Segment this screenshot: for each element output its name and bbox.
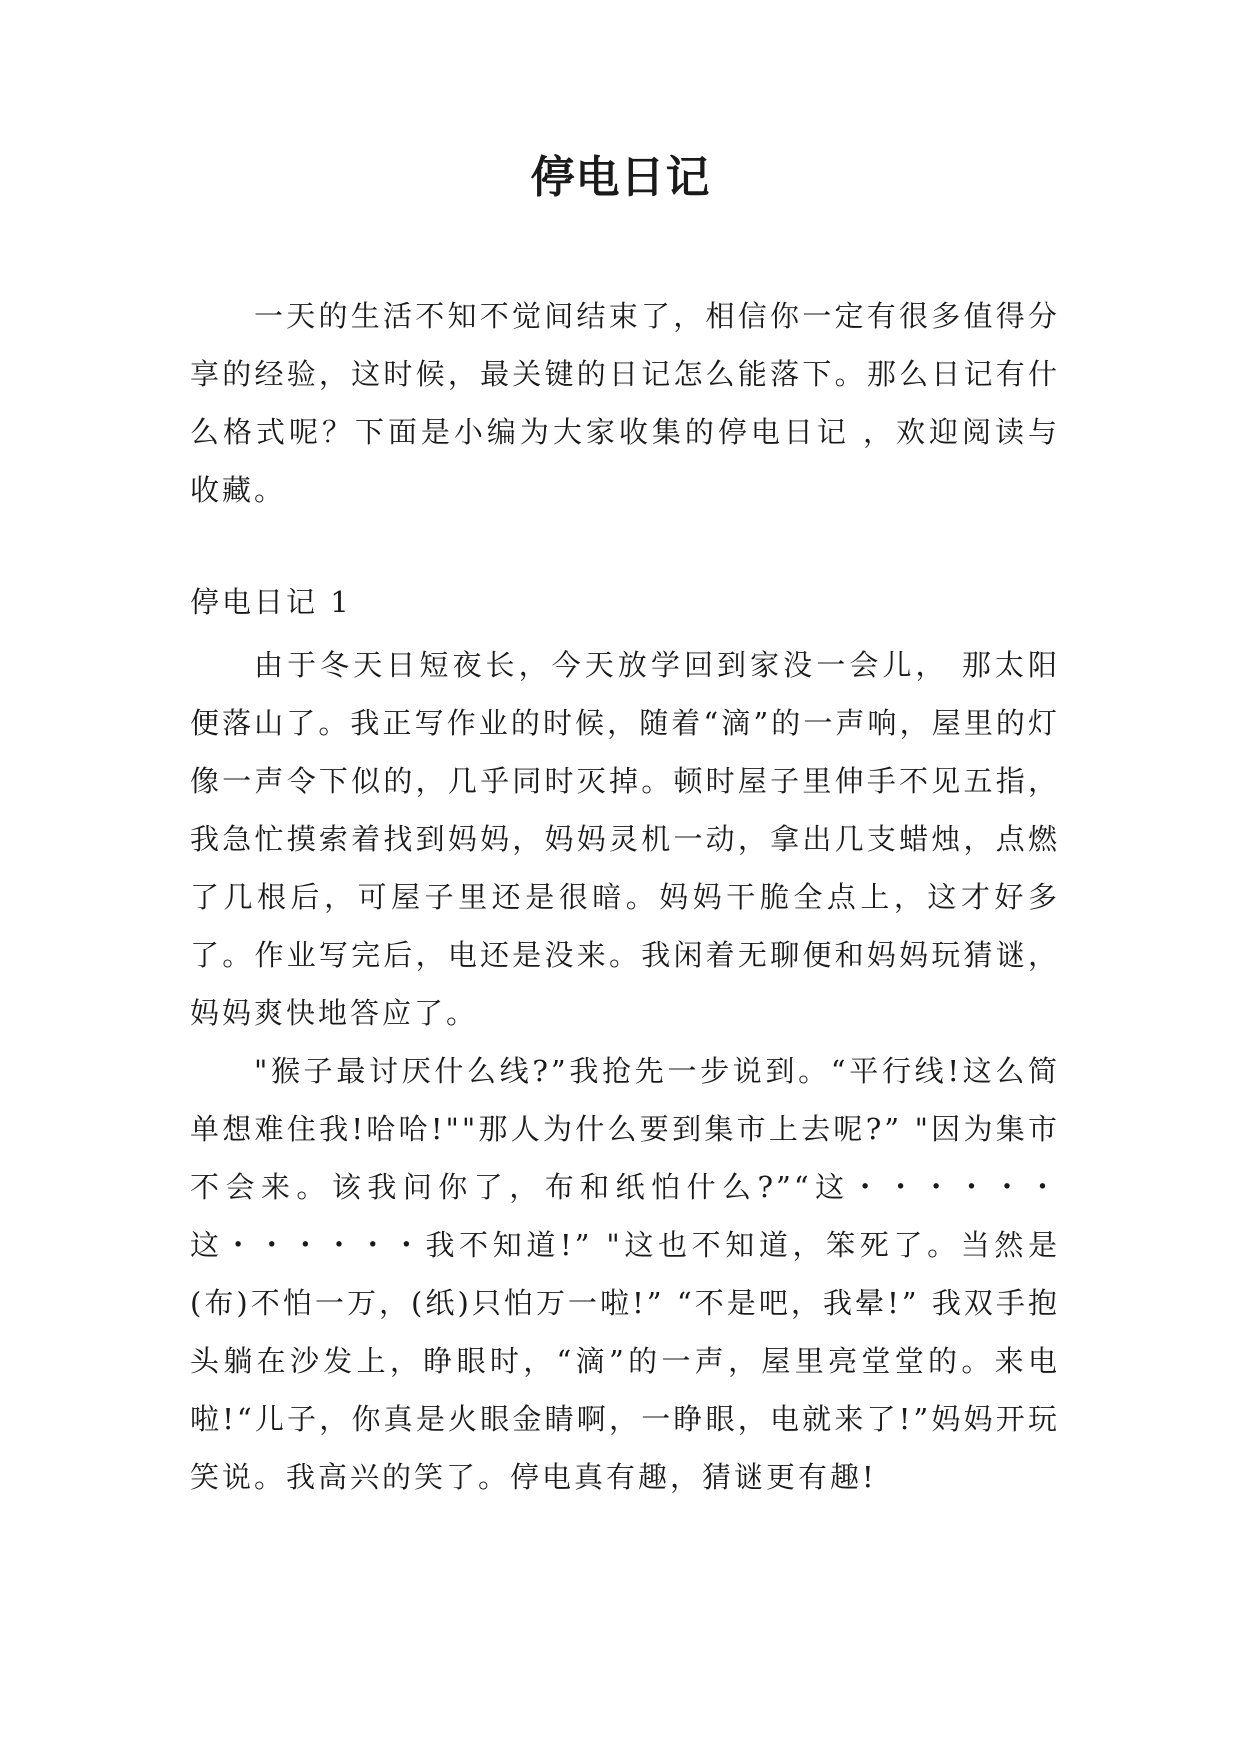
document-title: 停电日记 [530, 152, 711, 203]
story-paragraph-2: "猴子最讨厌什么线?”我抢先一步说到。“平行线!这么简单想难住我!哈哈!""那人为什么要到集市上去呢?” "因为集市不会来。该我问你了，布和纸怕什么?”“这・・・・・・这・・・・・・我不知道!” "这也不知道，笨死了。当然是(布)不怕一万，(纸)只怕万一啦!” “不是吧，我晕!” 我双手抱头躺在沙发上，睁眼时，“滴”的一声，屋里亮堂堂的。来电啦!“儿子，你真是火眼金睛啊，一睁眼，电就来了!”妈妈开玩笑说。我高兴的笑了。停电真有趣，猜谜更有趣! [190, 1054, 1060, 1494]
story-paragraph-1: 由于冬天日短夜长，今天放学回到家没一会儿， 那太阳便落山了。我正写作业的时候，随着“滴”的一声响，屋里的灯像一声令下似的，几乎同时灭掉。顿时屋子里伸手不见五指，我急忙摸索着找到妈妈，妈妈灵机一动，拿出几支蜡烛，点燃了几根后，可屋子里还是很暗。妈妈干脆全点上，这才好多了。作业写完后，电还是没来。我闲着无聊便和妈妈玩猜谜，妈妈爽快地答应了。 [190, 648, 1060, 1030]
intro-paragraph: 一天的生活不知不觉间结束了，相信你一定有很多值得分享的经验，这时候，最关键的日记怎么能落下。那么日记有什么格式呢？下面是小编为大家收集的停电日记 ，欢迎阅读与收藏。 [190, 299, 1060, 507]
story-section [190, 636, 1060, 1506]
intro-section [190, 287, 1060, 519]
section-heading: 停电日记 1 [190, 585, 352, 619]
